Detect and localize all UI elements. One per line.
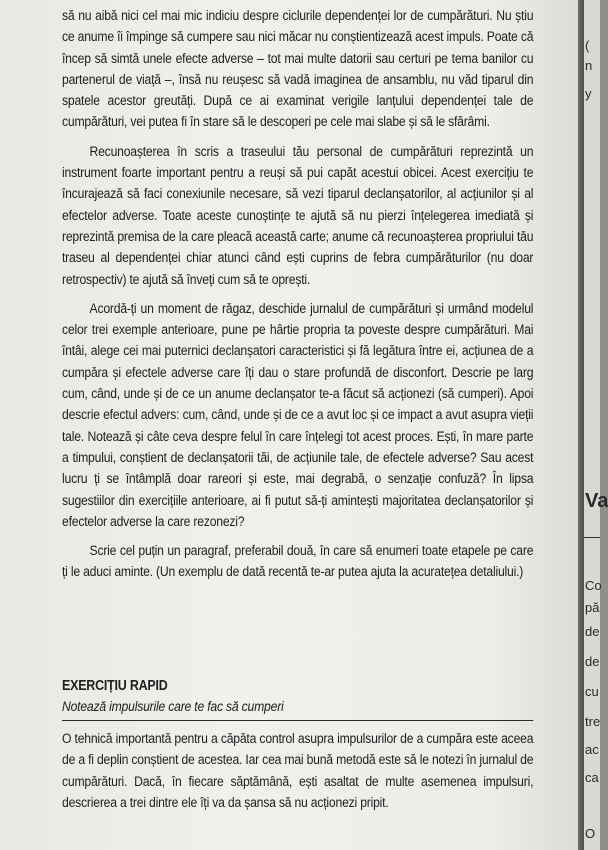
exercise-divider <box>62 720 533 721</box>
facing-page-fragment: Va <box>585 490 608 512</box>
facing-page-fragment: ac <box>585 742 599 757</box>
paragraph-2: Recunoașterea în scris a traseului tău personal de cumpărături reprezintă un instrument foarte important pentru a reuși să pui capăt acestui obicei. Acest exercițiu te încurajează să faci conexiunile necesare, să vezi tiparul declanșatorilor, al acțiunilor și al efectelor adverse. Toate aceste cunoștințe te ajută să nu pierzi înțelegerea imediată și reprezintă premisa de la care pleacă această carte; anume că recunoașterea propriului tău traseu al dependenței chiar atunci când ești cuprins de febra cumpărăturilor (nu doar retrospectiv) te ajută să înveți cum să te oprești. <box>62 143 534 288</box>
facing-page-divider <box>584 537 600 538</box>
quick-exercise-section <box>62 676 533 814</box>
body-text <box>62 6 533 584</box>
facing-page-fragment: pă <box>585 600 600 615</box>
facing-page-fragment: n <box>585 58 593 73</box>
facing-page-fragment: de <box>585 654 600 669</box>
facing-page-fragment: Co <box>585 578 602 593</box>
paragraph-4: Scrie cel puțin un paragraf, preferabil două, în care să enumeri toate etapele pe care ți le aduci aminte. (Un exemplu de dată recentă te-ar putea ajuta la acuratețea detaliului.) <box>62 543 534 581</box>
facing-page-edge <box>584 0 608 850</box>
exercise-subtitle: Notează impulsurile care te fac să cumperi <box>62 699 284 715</box>
facing-page-fragment: ca <box>585 770 599 785</box>
facing-page-fragment: tre <box>585 714 601 729</box>
facing-page-fragment: y <box>585 86 592 101</box>
paragraph-1: să nu aibă nici cel mai mic indiciu despre ciclurile dependenței lor de cumpărături. Nu știu ce anume îi împinge să cumpere sau nici măcar nu conștientizează acest impuls. Poate că încep să simtă unele efecte adverse – tot mai multe datorii sau certuri pe tema banilor cu partenerul de viață –, însă nu reușesc să vadă imaginea de ansamblu, nu văd tiparul din spatele acestor greutăți. După ce ai examinat verigile lanțului dependenței tale de cumpărături, vei putea fi în stare să le descoperi pe cele mai slabe și să le sfărâmi. <box>62 8 534 131</box>
facing-page-fragment: ( <box>585 38 590 53</box>
exercise-body: O tehnică importantă pentru a căpăta control asupra impulsurilor de a cumpăra este aceea de a fi deplin conștient de acestea. Iar cea mai bună metodă este să le notezi în jurnalul de cumpărături. Dacă, în fiecare săptămână, ești asaltat de multe asemenea impulsuri, descrierea a trei dintre ele îți va da șansa să nu acționezi pripit. <box>62 731 534 811</box>
facing-page-fragment: O <box>585 826 596 841</box>
exercise-title: EXERCIȚIU RAPID <box>62 678 168 694</box>
facing-page-fragment: cu <box>585 684 599 699</box>
paragraph-3: Acordă-ți un moment de răgaz, deschide jurnalul de cumpărături și urmând modelul celor trei exemple anterioare, pune pe hârtie propria ta poveste despre cumpărături. Mai întâi, alege cei mai puternici declanșatori caracteristici și fă legătura între ei, acțiunea de a cumpăra și efectele adverse care îți dau o stare profundă de disconfort. Descrie pe larg cum, când, unde și de ce un anume declanșator te-a făcut să acționezi (să cumperi). Apoi descrie efectul advers: cum, când, unde și de ce a avut loc și ce impact a avut asupra vieții tale. Notează și câte ceva despre felul în care înțelegi tot acest proces. Ești, în mare parte a timpului, conștient de declanșatorii tăi, de acțiunile tale, de efectele adverse? Sau acest lucru ți se întâmplă doar rareori și este, mai degrabă, o senzație confuză? În lipsa sugestiilor din exercițiile anterioare, ai fi putut să-ți amintești majoritatea declanșatorilor și efectelor adverse la care rezonezi? <box>62 300 534 530</box>
facing-page-fragment: de <box>585 624 600 639</box>
